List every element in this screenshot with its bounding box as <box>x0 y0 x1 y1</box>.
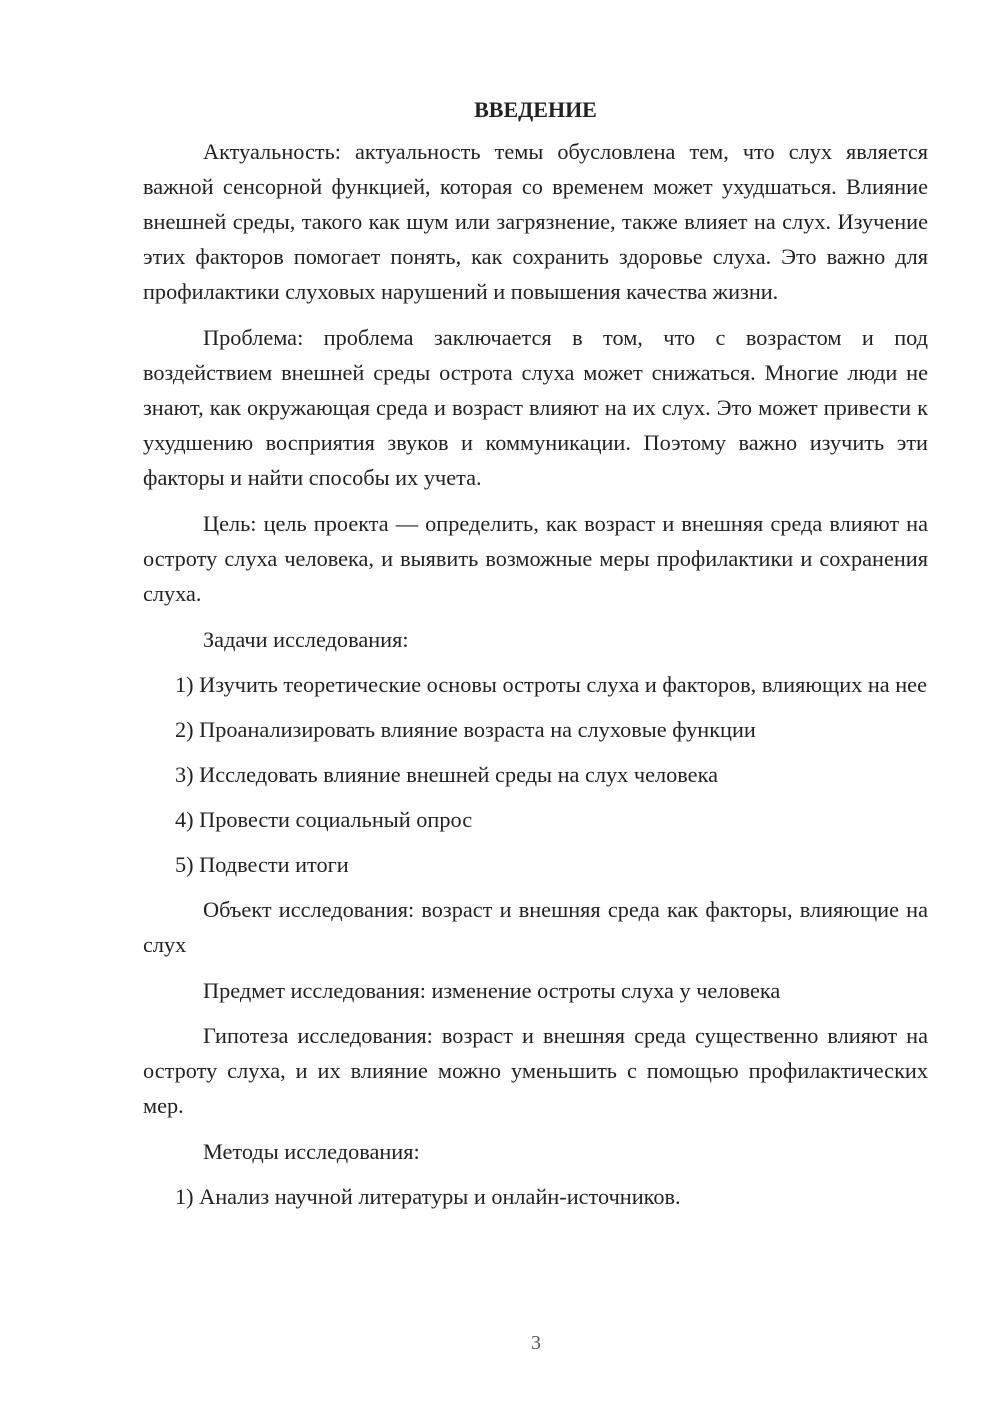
task-item-2: 2) Проанализировать влияние возраста на слуховые функции <box>175 717 756 742</box>
task-item-1: 1) Изучить теоретические основы остроты слуха и факторов, влияющих на нее <box>175 672 927 697</box>
task-item-4: 4) Провести социальный опрос <box>175 807 473 832</box>
goal-paragraph: Цель: цель проекта — определить, как возраст и внешняя среда влияют на остроту слуха человека, и выявить возможные меры профилактики и сохранения слуха. <box>143 511 928 606</box>
section-heading: ВВЕДЕНИЕ <box>474 97 597 122</box>
methods-title: Методы исследования: <box>203 1139 420 1164</box>
method-item-1: 1) Анализ научной литературы и онлайн-источников. <box>175 1184 681 1209</box>
relevance-paragraph: Актуальность: актуальность темы обусловлена тем, что слух является важной сенсорной функцией, которая со временем может ухудшаться. Влияние внешней среды, такого как шум или загрязнение, также влияет на слух. Изучение этих факторов помогает понять, как сохранить здоровье слуха. Это важно для профилактики слуховых нарушений и повышения качества жизни. <box>143 139 928 304</box>
hypothesis-paragraph: Гипотеза исследования: возраст и внешняя среда существенно влияют на остроту слуха, и их влияние можно уменьшить с помощью профилактических мер. <box>143 1023 928 1118</box>
subject-paragraph: Предмет исследования: изменение остроты слуха у человека <box>203 978 781 1003</box>
page-number: 3 <box>531 1332 541 1354</box>
object-paragraph: Объект исследования: возраст и внешняя среда как факторы, влияющие на слух <box>143 897 928 957</box>
problem-paragraph: Проблема: проблема заключается в том, что с возрастом и под воздействием внешней среды острота слуха может снижаться. Многие люди не знают, как окружающая среда и возраст влияют на их слух. Это может привести к ухудшению восприятия звуков и коммуникации. Поэтому важно изучить эти факторы и найти способы их учета. <box>143 325 928 490</box>
page-content <box>143 92 928 1224</box>
task-item-5: 5) Подвести итоги <box>175 852 349 877</box>
tasks-title: Задачи исследования: <box>203 627 409 652</box>
task-item-3: 3) Исследовать влияние внешней среды на слух человека <box>175 762 718 787</box>
